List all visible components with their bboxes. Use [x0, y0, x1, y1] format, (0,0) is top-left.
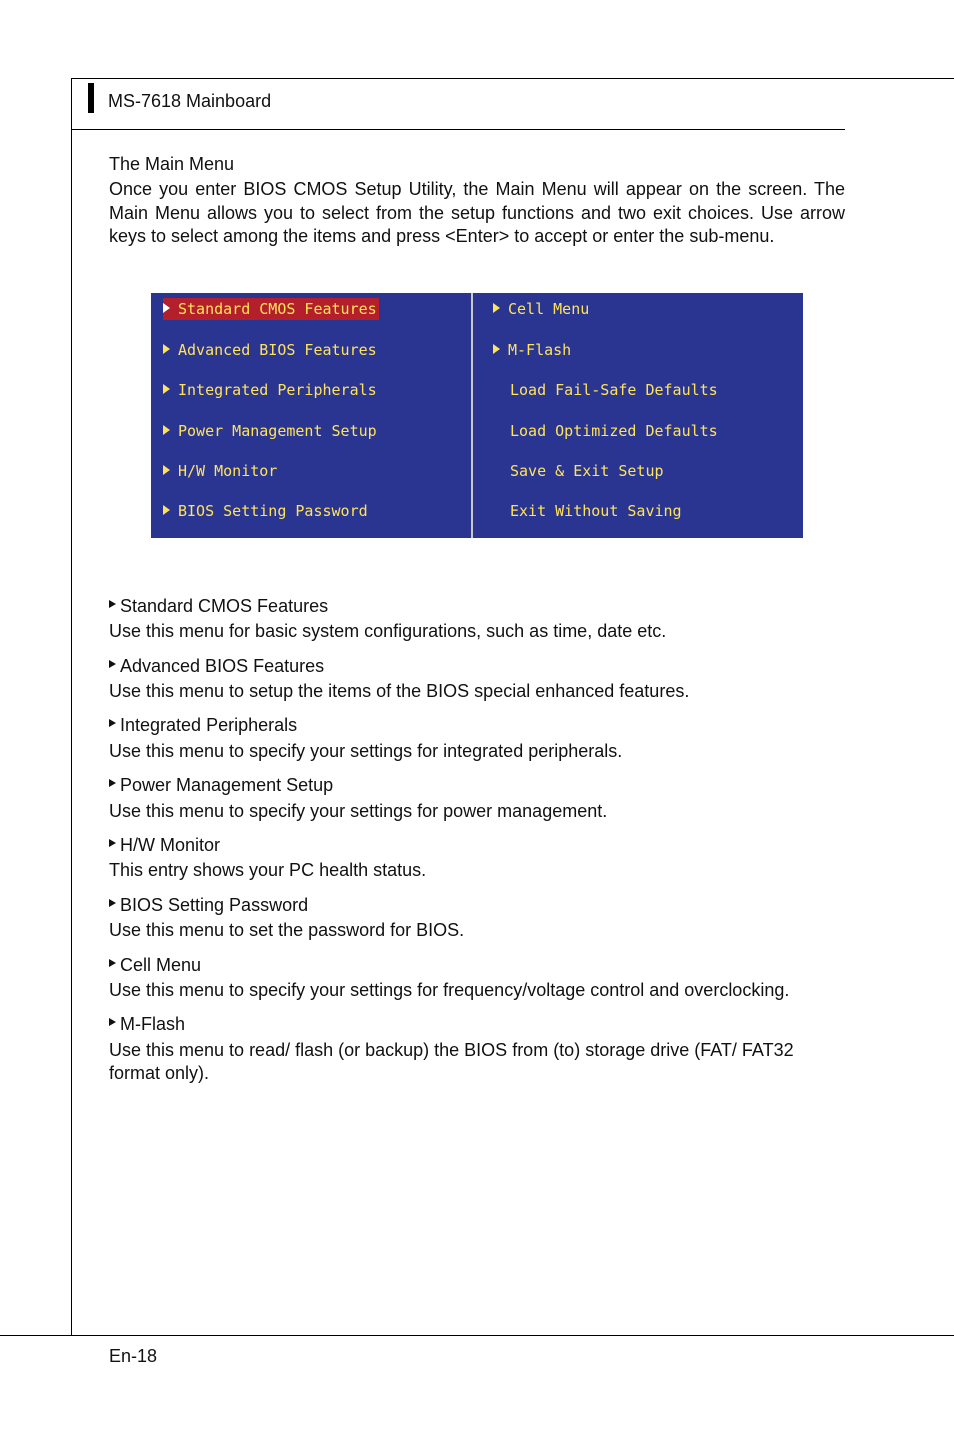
bios-item-label: Load Optimized Defaults: [510, 422, 718, 440]
bios-item-bios-setting-password[interactable]: [163, 500, 370, 522]
desc-title-text: H/W Monitor: [120, 835, 221, 855]
arrow-right-icon: [163, 344, 170, 354]
desc-title-m-flash: [109, 1013, 185, 1035]
bullet-triangle-icon: [109, 899, 116, 907]
desc-text-integrated-peripherals: Use this menu to specify your settings for integrated peripherals.: [109, 741, 623, 761]
desc-text-cell-menu: Use this menu to specify your settings for frequency/voltage control and overclocking.: [109, 980, 790, 1000]
desc-title-text: Cell Menu: [120, 955, 202, 975]
bios-item-label: M-Flash: [508, 341, 572, 359]
section-title: The Main Menu: [109, 154, 235, 174]
desc-title-text: Integrated Peripherals: [120, 715, 298, 735]
bios-item-label: Cell Menu: [508, 300, 590, 318]
bios-item-load-optimized-defaults[interactable]: [510, 420, 720, 442]
header-marker: [88, 83, 94, 113]
bullet-triangle-icon: [109, 779, 116, 787]
bios-item-power-management-setup[interactable]: [163, 420, 379, 442]
page-number: En-18: [109, 1346, 158, 1366]
desc-title-advanced-bios: [109, 655, 324, 677]
bios-item-hw-monitor[interactable]: [163, 460, 279, 482]
desc-title-standard-cmos: [109, 595, 328, 617]
bios-item-label: Integrated Peripherals: [178, 381, 377, 399]
bullet-triangle-icon: [109, 600, 116, 608]
arrow-right-icon: [493, 303, 500, 313]
bullet-triangle-icon: [109, 839, 116, 847]
arrow-right-icon: [163, 465, 170, 475]
left-border: [71, 78, 72, 1336]
bios-item-exit-without-saving[interactable]: [510, 500, 684, 522]
bios-item-label: Load Fail-Safe Defaults: [510, 381, 718, 399]
desc-title-text: Advanced BIOS Features: [120, 656, 325, 676]
desc-title-cell-menu: [109, 954, 201, 976]
bios-main-menu-screen: [151, 293, 803, 538]
bios-item-label: Advanced BIOS Features: [178, 341, 377, 359]
bios-item-label: Save & Exit Setup: [510, 462, 664, 480]
desc-title-hw-monitor: [109, 834, 220, 856]
top-border: [72, 78, 954, 79]
bios-item-label: Power Management Setup: [178, 422, 377, 440]
desc-title-power-management: [109, 774, 333, 796]
desc-title-text: Standard CMOS Features: [120, 596, 329, 616]
bios-item-save-exit-setup[interactable]: [510, 460, 666, 482]
header-divider: [72, 129, 845, 130]
desc-title-text: M-Flash: [120, 1014, 186, 1034]
arrow-right-icon: [163, 384, 170, 394]
bullet-triangle-icon: [109, 660, 116, 668]
bios-column-divider: [471, 293, 473, 538]
footer-divider: [0, 1335, 954, 1336]
desc-text-standard-cmos: Use this menu for basic system configurations, such as time, date etc.: [109, 621, 667, 641]
arrow-right-icon: [163, 505, 170, 515]
desc-title-text: BIOS Setting Password: [120, 895, 309, 915]
desc-title-bios-password: [109, 894, 308, 916]
arrow-right-icon: [493, 344, 500, 354]
arrow-right-icon: [163, 425, 170, 435]
bios-item-standard-cmos-features[interactable]: [163, 298, 379, 320]
bios-item-label: Standard CMOS Features: [178, 300, 377, 318]
desc-text-advanced-bios: Use this menu to setup the items of the BIOS special enhanced features.: [109, 681, 690, 701]
desc-text-power-management: Use this menu to specify your settings for power management.: [109, 801, 608, 821]
bios-item-label: BIOS Setting Password: [178, 502, 368, 520]
bullet-triangle-icon: [109, 719, 116, 727]
page-header-title: MS-7618 Mainboard: [108, 91, 272, 111]
bios-item-label: H/W Monitor: [178, 462, 278, 480]
bios-item-advanced-bios-features[interactable]: [163, 339, 379, 361]
bullet-triangle-icon: [109, 1018, 116, 1026]
desc-title-integrated-peripherals: [109, 714, 297, 736]
desc-text-bios-password: Use this menu to set the password for BIOS.: [109, 920, 465, 940]
bios-item-m-flash[interactable]: [493, 339, 573, 361]
bios-item-label: Exit Without Saving: [510, 502, 682, 520]
desc-title-text: Power Management Setup: [120, 775, 334, 795]
bullet-triangle-icon: [109, 959, 116, 967]
desc-text-hw-monitor: This entry shows your PC health status.: [109, 860, 427, 880]
arrow-right-icon: [163, 303, 170, 313]
bios-item-integrated-peripherals[interactable]: [163, 379, 379, 401]
bios-item-cell-menu[interactable]: [493, 298, 591, 320]
intro-paragraph: Once you enter BIOS CMOS Setup Utility, the Main Menu will appear on the screen. The Main Menu allows you to select from the setup functions and two exit choices. Use arrow keys to select among the items and press <Enter> to accept or enter the sub-menu.: [109, 179, 845, 246]
desc-text-m-flash: Use this menu to read/ flash (or backup) the BIOS from (to) storage drive (FAT/ FAT32 format only).: [109, 1040, 794, 1083]
bios-item-load-fail-safe-defaults[interactable]: [510, 379, 720, 401]
